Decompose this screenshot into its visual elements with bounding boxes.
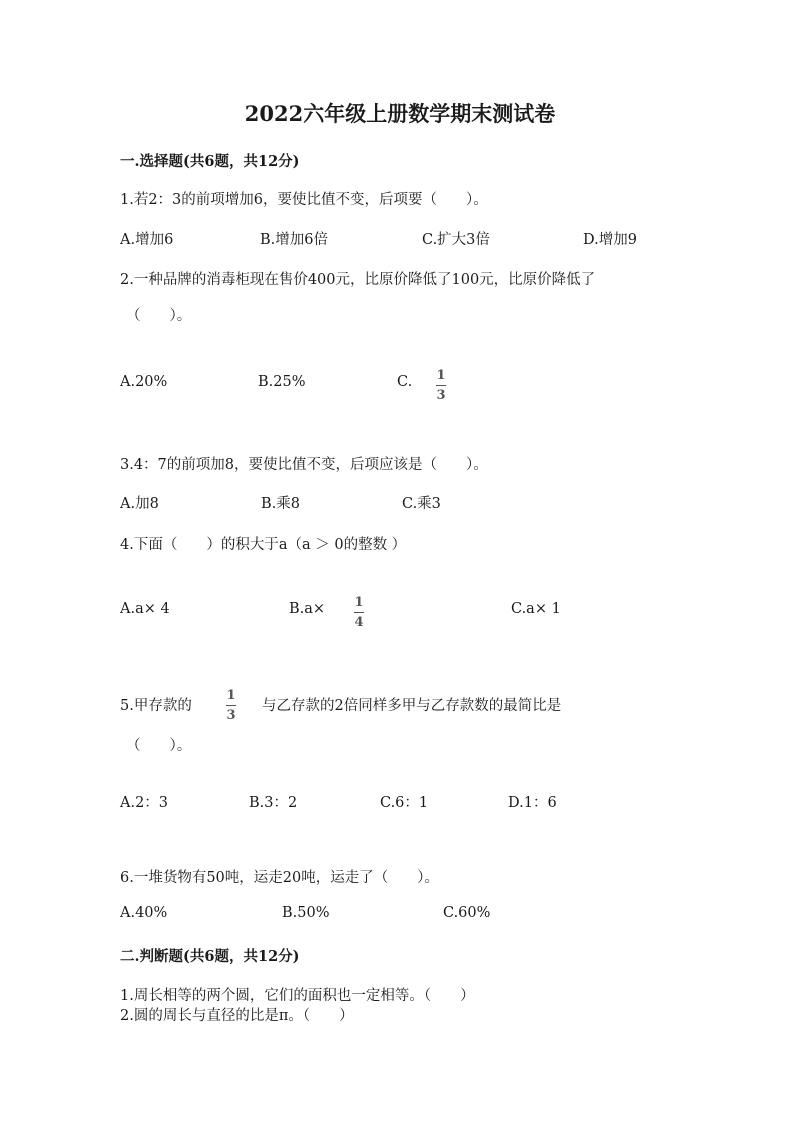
question-1-option-c: C.扩大3倍 — [422, 232, 490, 248]
question-6-option-a: A.40% — [120, 905, 168, 921]
question-6-option-b: B.50% — [282, 905, 330, 921]
question-5-option-b: B.3：2 — [249, 795, 298, 811]
fraction-numerator: 1 — [226, 688, 236, 703]
question-5-option-c: C.6：1 — [380, 795, 429, 811]
question-2-option-c-fraction — [436, 369, 446, 402]
question-1-text: 1.若2：3的前项增加6，要使比值不变，后项要（ ）。 — [120, 192, 488, 208]
question-3-text: 3.4：7的前项加8，要使比值不变，后项应该是（ ）。 — [120, 457, 488, 473]
section-heading-judgement: 二.判断题(共6题，共12分) — [120, 948, 300, 965]
fraction-denominator: 4 — [354, 615, 364, 630]
fraction-denominator: 3 — [226, 708, 236, 723]
question-6-text: 6.一堆货物有50吨，运走20吨，运走了（ ）。 — [120, 870, 439, 886]
fraction-bar — [226, 705, 236, 706]
question-2-text-line1: 2.一种品牌的消毒柜现在售价400元，比原价降低了100元，比原价降低了 — [120, 272, 596, 288]
question-5-text-post: 与乙存款的2倍同样多甲与乙存款数的最简比是 — [262, 698, 562, 714]
fraction-numerator: 1 — [436, 368, 446, 383]
question-3-option-c: C.乘3 — [402, 496, 441, 512]
question-1-option-b: B.增加6倍 — [260, 232, 328, 248]
judgement-question-1: 1.周长相等的两个圆，它们的面积也一定相等。（ ） — [120, 988, 475, 1004]
page-title: 2022六年级上册数学期末测试卷 — [244, 101, 556, 126]
fraction-denominator: 3 — [436, 388, 446, 403]
question-2-option-a: A.20% — [120, 374, 168, 390]
question-5-option-d: D.1：6 — [508, 795, 557, 811]
judgement-question-2: 2.圆的周长与直径的比是π。（ ） — [120, 1008, 354, 1024]
question-1-option-d: D.增加9 — [583, 232, 637, 248]
question-4-option-c: C.a× 1 — [511, 601, 561, 617]
question-4-option-b-fraction — [354, 596, 364, 629]
question-5-text-line2: （ ）。 — [126, 738, 192, 754]
question-3-option-a: A.加8 — [120, 496, 159, 512]
question-4-option-b: B.a× — [289, 601, 326, 617]
question-1-option-a: A.增加6 — [120, 232, 174, 248]
question-5-text-pre: 5.甲存款的 — [120, 698, 192, 714]
question-4-option-a: A.a× 4 — [120, 601, 170, 617]
question-5-fraction — [226, 689, 236, 722]
fraction-bar — [354, 612, 364, 613]
question-6-option-c: C.60% — [443, 905, 491, 921]
question-2-option-c: C. — [397, 374, 413, 390]
question-4-text: 4.下面（ ）的积大于a（a ＞ 0的整数 ） — [120, 537, 407, 553]
section-heading-choice: 一.选择题(共6题，共12分) — [120, 153, 300, 170]
question-2-text-line2: （ ）。 — [126, 308, 192, 324]
question-3-option-b: B.乘8 — [261, 496, 300, 512]
question-5-option-a: A.2：3 — [120, 795, 169, 811]
question-2-option-b: B.25% — [258, 374, 306, 390]
fraction-bar — [436, 385, 446, 386]
fraction-numerator: 1 — [354, 595, 364, 610]
